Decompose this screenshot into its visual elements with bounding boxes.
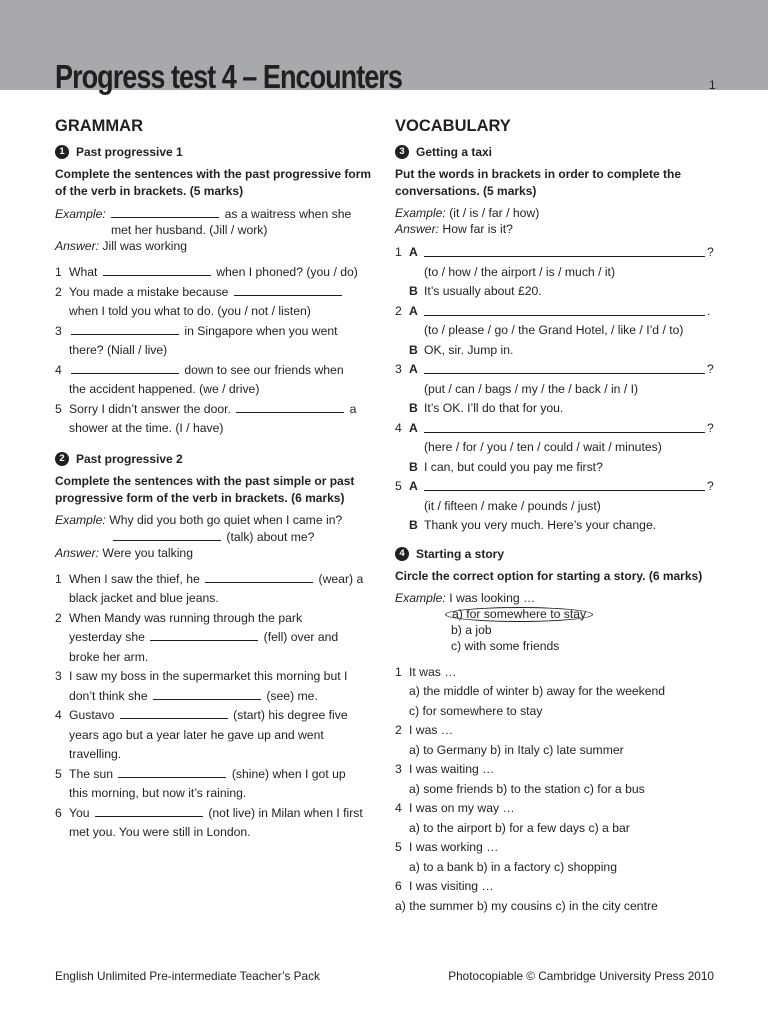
speaker-a-label: A bbox=[409, 479, 418, 493]
answer-gap bbox=[234, 283, 342, 296]
answer-gap bbox=[111, 205, 219, 218]
question-item bbox=[55, 765, 373, 804]
answer-gap bbox=[153, 687, 261, 700]
answer-gap bbox=[71, 322, 179, 335]
question-number: 2 bbox=[395, 723, 402, 737]
question-number: 6 bbox=[55, 805, 62, 820]
example-text: (talk) about me? bbox=[223, 529, 315, 544]
example-option: c) with some friends bbox=[451, 638, 560, 653]
answer-line bbox=[424, 419, 705, 433]
speaker-b-label: B bbox=[409, 284, 418, 298]
exercise-2-instruction: Complete the sentences with the past simple or past progressive form of the verb in brackets. (6 marks) bbox=[55, 473, 355, 505]
answer-line bbox=[424, 243, 705, 257]
exercise-3-heading bbox=[395, 144, 715, 160]
question-text: When I saw the thief, he bbox=[69, 571, 204, 586]
speaker-b-text: I can, but could you pay me first? bbox=[424, 459, 603, 474]
grammar-section-title: GRAMMAR bbox=[55, 117, 143, 135]
exercise-3 bbox=[395, 144, 715, 536]
speaker-b-text: It’s usually about £20. bbox=[424, 284, 542, 298]
question-text: down to see our friends when bbox=[181, 362, 344, 377]
question-text: You bbox=[69, 805, 93, 820]
answer-gap bbox=[103, 263, 211, 276]
answer-options: a) to a bank b) in a factory c) shopping bbox=[409, 859, 617, 874]
example-text: Why did you both go quiet when I came in? bbox=[105, 512, 343, 527]
question-number: 2 bbox=[55, 610, 62, 625]
example-label: Example: bbox=[395, 590, 446, 605]
question-number: 4 bbox=[395, 801, 402, 815]
exercise-number-badge: 4 bbox=[395, 547, 409, 561]
exercise-number-badge: 3 bbox=[395, 145, 409, 159]
question-text: the accident happened. (we / drive) bbox=[69, 382, 260, 396]
vocabulary-column bbox=[395, 116, 715, 916]
answer-text: Were you talking bbox=[99, 545, 193, 560]
answer-gap bbox=[113, 528, 221, 541]
end-punctuation: ? bbox=[707, 479, 714, 493]
exercise-number-badge: 1 bbox=[55, 145, 69, 159]
speaker-a-label: A bbox=[409, 303, 418, 318]
example-label: Example: bbox=[55, 512, 106, 527]
answer-options: a) some friends b) to the station c) for a bus bbox=[409, 781, 645, 796]
exercise-3-example bbox=[395, 205, 715, 237]
exercise-2-title: Past progressive 2 bbox=[76, 451, 183, 466]
speaker-b-label: B bbox=[409, 342, 418, 357]
question-text: The sun bbox=[69, 766, 117, 781]
question-number: 6 bbox=[395, 879, 402, 893]
question-item bbox=[395, 721, 715, 760]
question-number: 2 bbox=[395, 303, 402, 318]
question-text: Gustavo bbox=[69, 708, 118, 722]
conversation-item bbox=[395, 477, 715, 536]
exercise-1 bbox=[55, 144, 373, 439]
exercise-2 bbox=[55, 451, 373, 843]
question-text: when I told you what to do. (you / not / listen) bbox=[69, 304, 311, 318]
exercise-4-instruction: Circle the correct option for starting a story. (6 marks) bbox=[395, 568, 703, 583]
question-item bbox=[395, 877, 715, 916]
speaker-a-label: A bbox=[409, 420, 418, 435]
question-item bbox=[55, 570, 373, 609]
speaker-b-label: B bbox=[409, 401, 418, 415]
question-stem: It was … bbox=[409, 664, 457, 679]
grammar-column bbox=[55, 116, 373, 843]
answer-options: c) for somewhere to stay bbox=[409, 703, 543, 718]
example-option: b) a job bbox=[451, 622, 492, 637]
question-text: (see) me. bbox=[262, 688, 318, 703]
example-text: as a waitress when she bbox=[221, 207, 352, 221]
answer-options: a) the summer b) my cousins c) in the city centre bbox=[395, 898, 658, 913]
question-number: 5 bbox=[55, 766, 62, 781]
question-stem: I was visiting … bbox=[409, 879, 494, 893]
question-number: 3 bbox=[55, 323, 62, 338]
exercise-2-questions bbox=[55, 570, 373, 843]
question-text: (start) his degree five bbox=[229, 708, 348, 722]
question-text: I saw my boss in the supermarket this morning but I bbox=[69, 669, 348, 683]
footer-copyright: Photocopiable © Cambridge University Press 2010 bbox=[448, 969, 714, 983]
answer-line bbox=[424, 360, 705, 374]
question-text: (wear) a bbox=[315, 571, 364, 586]
exercise-4-heading bbox=[395, 546, 715, 562]
question-number: 3 bbox=[395, 762, 402, 776]
question-text: You made a mistake because bbox=[69, 284, 232, 299]
question-number: 1 bbox=[55, 571, 62, 586]
exercise-4-title: Starting a story bbox=[416, 546, 505, 561]
exercise-3-questions bbox=[395, 243, 715, 536]
end-punctuation: ? bbox=[707, 420, 714, 435]
answer-gap bbox=[120, 706, 228, 719]
circled-example-option: a) for somewhere to stay bbox=[445, 607, 593, 622]
question-stem: I was on my way … bbox=[409, 801, 515, 815]
word-prompt: (it / fifteen / make / pounds / just) bbox=[424, 498, 601, 513]
answer-gap bbox=[236, 400, 344, 413]
exercise-2-heading bbox=[55, 451, 373, 467]
word-prompt: (here / for / you / ten / could / wait / minutes) bbox=[424, 440, 662, 454]
question-item bbox=[395, 838, 715, 877]
question-item bbox=[55, 804, 373, 843]
example-text: (it / is / far / how) bbox=[445, 206, 540, 220]
page-title: Progress test 4 – Encounters bbox=[55, 58, 402, 95]
question-text: travelling. bbox=[69, 747, 122, 761]
question-item bbox=[395, 799, 715, 838]
speaker-a-label: A bbox=[409, 245, 418, 259]
question-number: 1 bbox=[395, 245, 402, 259]
answer-gap bbox=[150, 628, 258, 641]
exercise-4 bbox=[395, 546, 715, 917]
answer-line bbox=[424, 302, 705, 316]
question-text: black jacket and blue jeans. bbox=[69, 591, 219, 605]
question-item bbox=[55, 667, 373, 706]
question-text: yesterday she bbox=[69, 630, 149, 644]
speaker-b-label: B bbox=[409, 518, 418, 532]
end-punctuation: ? bbox=[707, 245, 714, 259]
question-item bbox=[55, 400, 373, 439]
exercise-3-instruction: Put the words in brackets in order to complete the conversations. (5 marks) bbox=[395, 167, 682, 198]
question-text: Sorry I didn’t answer the door. bbox=[69, 401, 235, 416]
speaker-b-text: OK, sir. Jump in. bbox=[424, 342, 514, 357]
word-prompt: (to / how / the airport / is / much / it) bbox=[424, 264, 616, 279]
answer-options: a) to the airport b) for a few days c) a bar bbox=[409, 820, 630, 835]
end-punctuation: . bbox=[707, 303, 711, 318]
conversation-item bbox=[395, 419, 715, 478]
question-text: there? (Niall / live) bbox=[69, 343, 168, 357]
question-number: 3 bbox=[395, 362, 402, 376]
question-text: in Singapore when you went bbox=[181, 323, 338, 338]
question-text: When Mandy was running through the park bbox=[69, 610, 303, 625]
exercise-4-example bbox=[395, 590, 715, 654]
exercise-4-questions bbox=[395, 663, 715, 917]
question-item bbox=[395, 663, 715, 722]
answer-options: a) the middle of winter b) away for the weekend bbox=[409, 684, 666, 698]
question-text: this morning, but now it’s raining. bbox=[69, 786, 247, 800]
question-stem: I was working … bbox=[409, 840, 499, 854]
question-number: 5 bbox=[55, 401, 62, 416]
word-prompt: (put / can / bags / my / the / back / in / I) bbox=[424, 381, 639, 396]
example-text-2: met her husband. (Jill / work) bbox=[111, 223, 268, 237]
question-item bbox=[55, 706, 373, 765]
example-text: I was looking … bbox=[445, 590, 536, 605]
answer-options: a) to Germany b) in Italy c) late summer bbox=[409, 742, 624, 757]
word-prompt: (to / please / go / the Grand Hotel, / like / I’d / to) bbox=[424, 323, 684, 337]
question-stem: I was … bbox=[409, 723, 454, 737]
exercise-1-example bbox=[55, 205, 373, 254]
answer-gap bbox=[118, 765, 226, 778]
question-number: 4 bbox=[55, 708, 62, 722]
conversation-item bbox=[395, 243, 715, 302]
answer-gap bbox=[71, 361, 179, 374]
question-number: 4 bbox=[55, 362, 62, 377]
exercise-1-questions bbox=[55, 263, 373, 439]
end-punctuation: ? bbox=[707, 362, 714, 376]
question-number: 1 bbox=[395, 664, 402, 679]
conversation-item bbox=[395, 302, 715, 361]
question-item bbox=[55, 283, 373, 322]
answer-gap bbox=[205, 570, 313, 583]
answer-line bbox=[424, 477, 705, 491]
question-text: shower at the time. (I / have) bbox=[69, 421, 224, 435]
question-text: when I phoned? (you / do) bbox=[212, 265, 358, 279]
answer-label: Answer: bbox=[55, 545, 100, 560]
question-item bbox=[395, 760, 715, 799]
speaker-b-label: B bbox=[409, 459, 418, 474]
question-text: met you. You were still in London. bbox=[69, 825, 251, 839]
exercise-2-example bbox=[55, 512, 373, 561]
answer-label: Answer: bbox=[55, 239, 100, 253]
question-text: What bbox=[69, 265, 101, 279]
question-number: 3 bbox=[55, 669, 62, 683]
exercise-1-heading bbox=[55, 144, 373, 160]
example-label: Example: bbox=[55, 207, 106, 221]
question-text: (not live) in Milan when I first bbox=[204, 805, 363, 820]
example-label: Example: bbox=[395, 206, 446, 220]
answer-label: Answer: bbox=[395, 222, 440, 236]
question-item bbox=[55, 263, 373, 283]
question-stem: I was waiting … bbox=[409, 762, 495, 776]
footer-publication: English Unlimited Pre-intermediate Teacher’s Pack bbox=[55, 969, 320, 983]
question-number: 4 bbox=[395, 420, 402, 435]
conversation-item bbox=[395, 360, 715, 419]
question-item bbox=[55, 609, 373, 668]
question-number: 2 bbox=[55, 284, 62, 299]
answer-text: How far is it? bbox=[439, 222, 513, 236]
speaker-b-text: Thank you very much. Here’s your change. bbox=[424, 518, 657, 532]
answer-gap bbox=[95, 804, 203, 817]
exercise-3-title: Getting a taxi bbox=[416, 145, 493, 159]
speaker-b-text: It’s OK. I’ll do that for you. bbox=[424, 401, 564, 415]
exercise-1-title: Past progressive 1 bbox=[76, 145, 183, 159]
question-number: 5 bbox=[395, 479, 402, 493]
question-text: years ago but a year later he gave up and went bbox=[69, 727, 324, 742]
question-text: don’t think she bbox=[69, 688, 151, 703]
page-number: 1 bbox=[709, 78, 716, 92]
question-number: 5 bbox=[395, 840, 402, 854]
question-text: (shine) when I got up bbox=[228, 766, 346, 781]
question-text: (fell) over and bbox=[260, 630, 339, 644]
question-item bbox=[55, 322, 373, 361]
question-item bbox=[55, 361, 373, 400]
vocabulary-section-title: VOCABULARY bbox=[395, 117, 511, 135]
question-text: broke her arm. bbox=[69, 649, 149, 664]
speaker-a-label: A bbox=[409, 362, 418, 376]
question-text: a bbox=[346, 401, 357, 416]
exercise-1-instruction: Complete the sentences with the past progressive form of the verb in brackets. (5 marks) bbox=[55, 167, 372, 198]
answer-text: Jill was working bbox=[99, 239, 188, 253]
exercise-number-badge: 2 bbox=[55, 452, 69, 466]
question-number: 1 bbox=[55, 265, 62, 279]
